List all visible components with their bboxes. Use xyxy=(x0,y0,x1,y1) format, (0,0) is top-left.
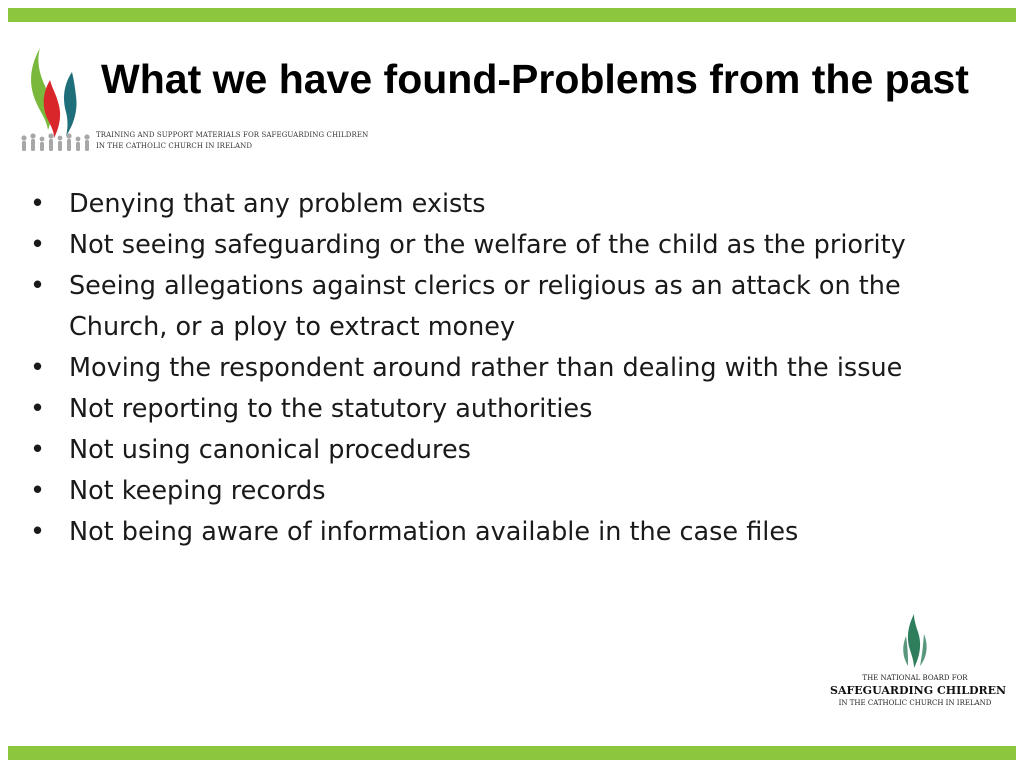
bullet-item xyxy=(30,430,990,471)
bullet-marker: • xyxy=(30,394,46,424)
bullet-text: Not keeping records xyxy=(69,476,326,506)
bullet-text: Denying that any problem exists xyxy=(69,189,486,219)
board-name-line-3: IN THE CATHOLIC CHURCH IN IRELAND xyxy=(838,699,992,707)
bullet-marker: • xyxy=(30,271,46,301)
bullet-item xyxy=(30,348,990,389)
bullet-item xyxy=(30,266,990,348)
tagline-line-2: IN THE CATHOLIC CHURCH IN IRELAND xyxy=(96,142,253,150)
national-board-logo xyxy=(830,612,1007,722)
bullet-marker: • xyxy=(30,353,46,383)
bullet-text: Not using canonical procedures xyxy=(69,435,471,465)
top-accent-bar xyxy=(8,8,1016,22)
bullet-item xyxy=(30,184,990,225)
bullet-item xyxy=(30,225,990,266)
bottom-accent-bar xyxy=(8,746,1016,760)
bullet-marker: • xyxy=(30,476,46,506)
green-flame-logo-icon xyxy=(898,612,932,670)
bullet-text: Not seeing safeguarding or the welfare of the child as the priority xyxy=(69,230,906,260)
bullet-text: Not being aware of information available in the case files xyxy=(69,517,799,547)
bullet-marker: • xyxy=(30,189,46,219)
board-name-line-2: SAFEGUARDING CHILDREN xyxy=(830,684,1007,697)
bullet-item xyxy=(30,471,990,512)
bullet-marker: • xyxy=(30,517,46,547)
tagline-line-1: TRAINING AND SUPPORT MATERIALS FOR SAFEGUARDING CHILDREN xyxy=(96,131,369,139)
bullet-marker: • xyxy=(30,435,46,465)
flame-children-logo-icon xyxy=(16,44,96,160)
bullet-item xyxy=(30,389,990,430)
slide-title: What we have found-Problems from the past xyxy=(101,56,969,102)
bullet-text: Seeing allegations against clerics or religious as an attack on the Church, or a ploy to extract money xyxy=(69,271,901,342)
bullet-item xyxy=(30,512,990,553)
board-name-line-1: THE NATIONAL BOARD FOR xyxy=(862,674,968,682)
bullet-list xyxy=(30,184,990,553)
header-tagline xyxy=(96,130,368,152)
bullet-text: Moving the respondent around rather than dealing with the issue xyxy=(69,353,903,383)
bullet-text: Not reporting to the statutory authorities xyxy=(69,394,593,424)
bullet-marker: • xyxy=(30,230,46,260)
